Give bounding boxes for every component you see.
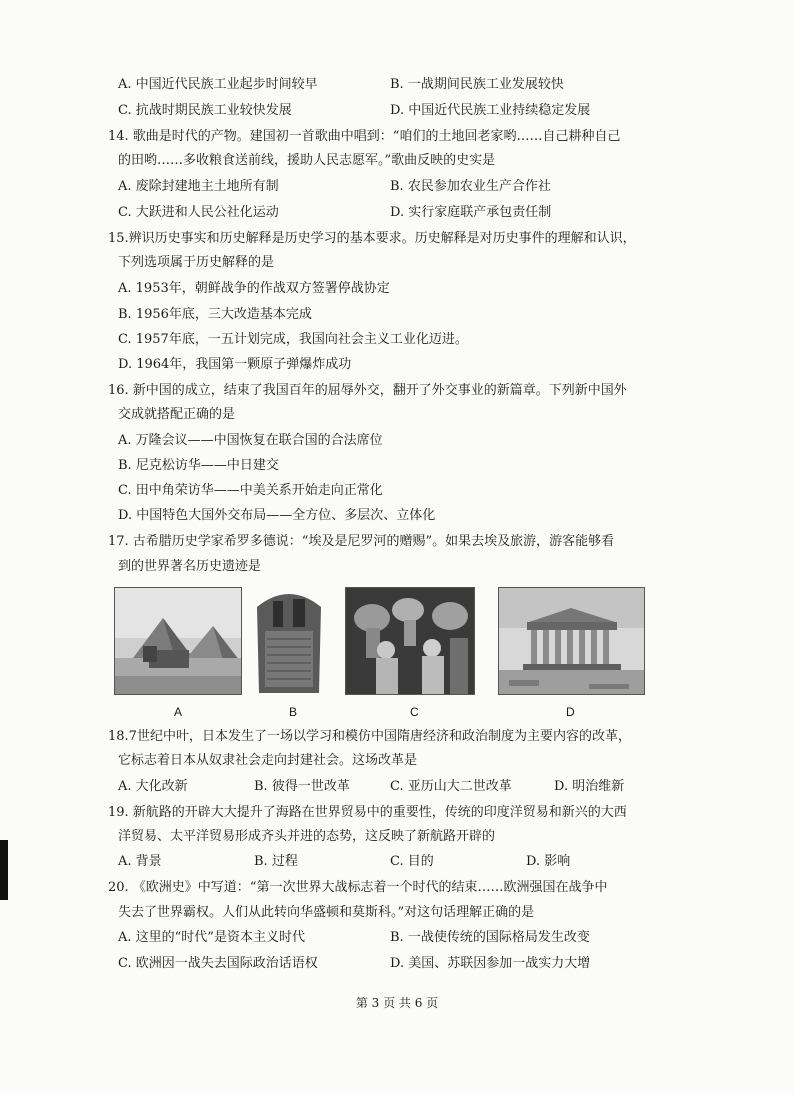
q16-stem-line2: 交成就搭配正确的是 — [118, 407, 236, 422]
q13-option-b: B. 一战期间民族工业发展较快 — [390, 77, 564, 92]
parthenon-photo — [498, 587, 645, 695]
q17-stem-line2: 到的世界著名历史遗迹是 — [118, 559, 262, 574]
q20-stem-line1: 20. 《欧洲史》中写道：“第一次世界大战标志着一个时代的结束……欧洲强国在战争中 — [108, 880, 608, 895]
caption-d: D — [566, 705, 575, 719]
terracotta-warriors-photo — [345, 587, 475, 695]
caption-a: A — [174, 705, 183, 719]
q14-option-c: C. 大跃进和人民公社化运动 — [118, 205, 279, 220]
caption-b: B — [289, 705, 298, 719]
q15-stem-line2: 下列选项属于历史解释的是 — [118, 255, 275, 270]
q16-option-c: C. 田中角荣访华——中美关系开始走向正常化 — [118, 483, 383, 498]
q16-option-b: B. 尼克松访华——中日建交 — [118, 458, 279, 473]
q19-option-c: C. 目的 — [390, 854, 434, 869]
q18-option-a: A. 大化改新 — [118, 779, 188, 794]
q18-option-d: D. 明治维新 — [554, 779, 625, 794]
q15-option-b: B. 1956年底，三大改造基本完成 — [118, 307, 312, 322]
q16-option-a: A. 万隆会议——中国恢复在联合国的合法席位 — [118, 433, 383, 448]
stele-photo — [251, 587, 327, 693]
q19-stem-line1: 19. 新航路的开辟大大提升了海路在世界贸易中的重要性，传统的印度洋贸易和新兴的大西 — [108, 805, 627, 820]
q16-stem-line1: 16. 新中国的成立，结束了我国百年的屈辱外交，翻开了外交事业的新篇章。下列新中国外 — [108, 383, 627, 398]
q15-option-a: A. 1953年，朝鲜战争的作战双方签署停战协定 — [118, 281, 390, 296]
q15-option-d: D. 1964年，我国第一颗原子弹爆炸成功 — [118, 357, 352, 372]
q19-option-a: A. 背景 — [118, 854, 162, 869]
pyramids-photo — [114, 587, 242, 695]
q20-option-c: C. 欧洲因一战失去国际政治话语权 — [118, 956, 318, 971]
q13-option-a: A. 中国近代民族工业起步时间较早 — [118, 77, 318, 92]
q18-stem-line2: 它标志着日本从奴隶社会走向封建社会。这场改革是 — [118, 753, 418, 768]
q18-stem-line1: 18.7世纪中叶，日本发生了一场以学习和模仿中国隋唐经济和政治制度为主要内容的改革， — [108, 729, 631, 744]
q16-option-d: D. 中国特色大国外交布局——全方位、多层次、立体化 — [118, 508, 436, 523]
q20-option-d: D. 美国、苏联因参加一战实力大增 — [390, 956, 591, 971]
q14-option-d: D. 实行家庭联产承包责任制 — [390, 205, 552, 220]
q15-option-c: C. 1957年底，一五计划完成，我国向社会主义工业化迈进。 — [118, 332, 468, 347]
q15-stem-line1: 15.辨识历史事实和历史解释是历史学习的基本要求。历史解释是对历史事件的理解和认识， — [108, 231, 636, 246]
q20-stem-line2: 失去了世界霸权。人们从此转向华盛顿和莫斯科。”对这句话理解正确的是 — [118, 905, 535, 920]
q13-option-d: D. 中国近代民族工业持续稳定发展 — [390, 103, 591, 118]
q13-option-c: C. 抗战时期民族工业较快发展 — [118, 103, 292, 118]
q18-option-b: B. 彼得一世改革 — [254, 779, 350, 794]
q14-option-b: B. 农民参加农业生产合作社 — [390, 179, 551, 194]
q19-stem-line2: 洋贸易、太平洋贸易形成齐头并进的态势，这反映了新航路开辟的 — [118, 829, 496, 844]
caption-c: C — [410, 705, 419, 719]
q18-option-c: C. 亚历山大二世改革 — [390, 779, 512, 794]
q19-option-d: D. 影响 — [526, 854, 571, 869]
q14-option-a: A. 废除封建地主土地所有制 — [118, 179, 279, 194]
q20-option-a: A. 这里的“时代”是资本主义时代 — [118, 930, 305, 945]
q17-stem-line1: 17. 古希腊历史学家希罗多德说：“埃及是尼罗河的赠赐”。如果去埃及旅游，游客能够看 — [108, 534, 615, 549]
q19-option-b: B. 过程 — [254, 854, 298, 869]
binding-mark — [0, 840, 8, 900]
q14-stem-line1: 14. 歌曲是时代的产物。建国初一首歌曲中唱到：“咱们的土地回老家哟……自己耕种自己 — [108, 129, 621, 144]
page-footer: 第 3 页 共 6 页 — [355, 996, 439, 1010]
q14-stem-line2: 的田哟……多收粮食送前线，援助人民志愿军。”歌曲反映的史实是 — [118, 153, 496, 168]
q20-option-b: B. 一战使传统的国际格局发生改变 — [390, 930, 590, 945]
